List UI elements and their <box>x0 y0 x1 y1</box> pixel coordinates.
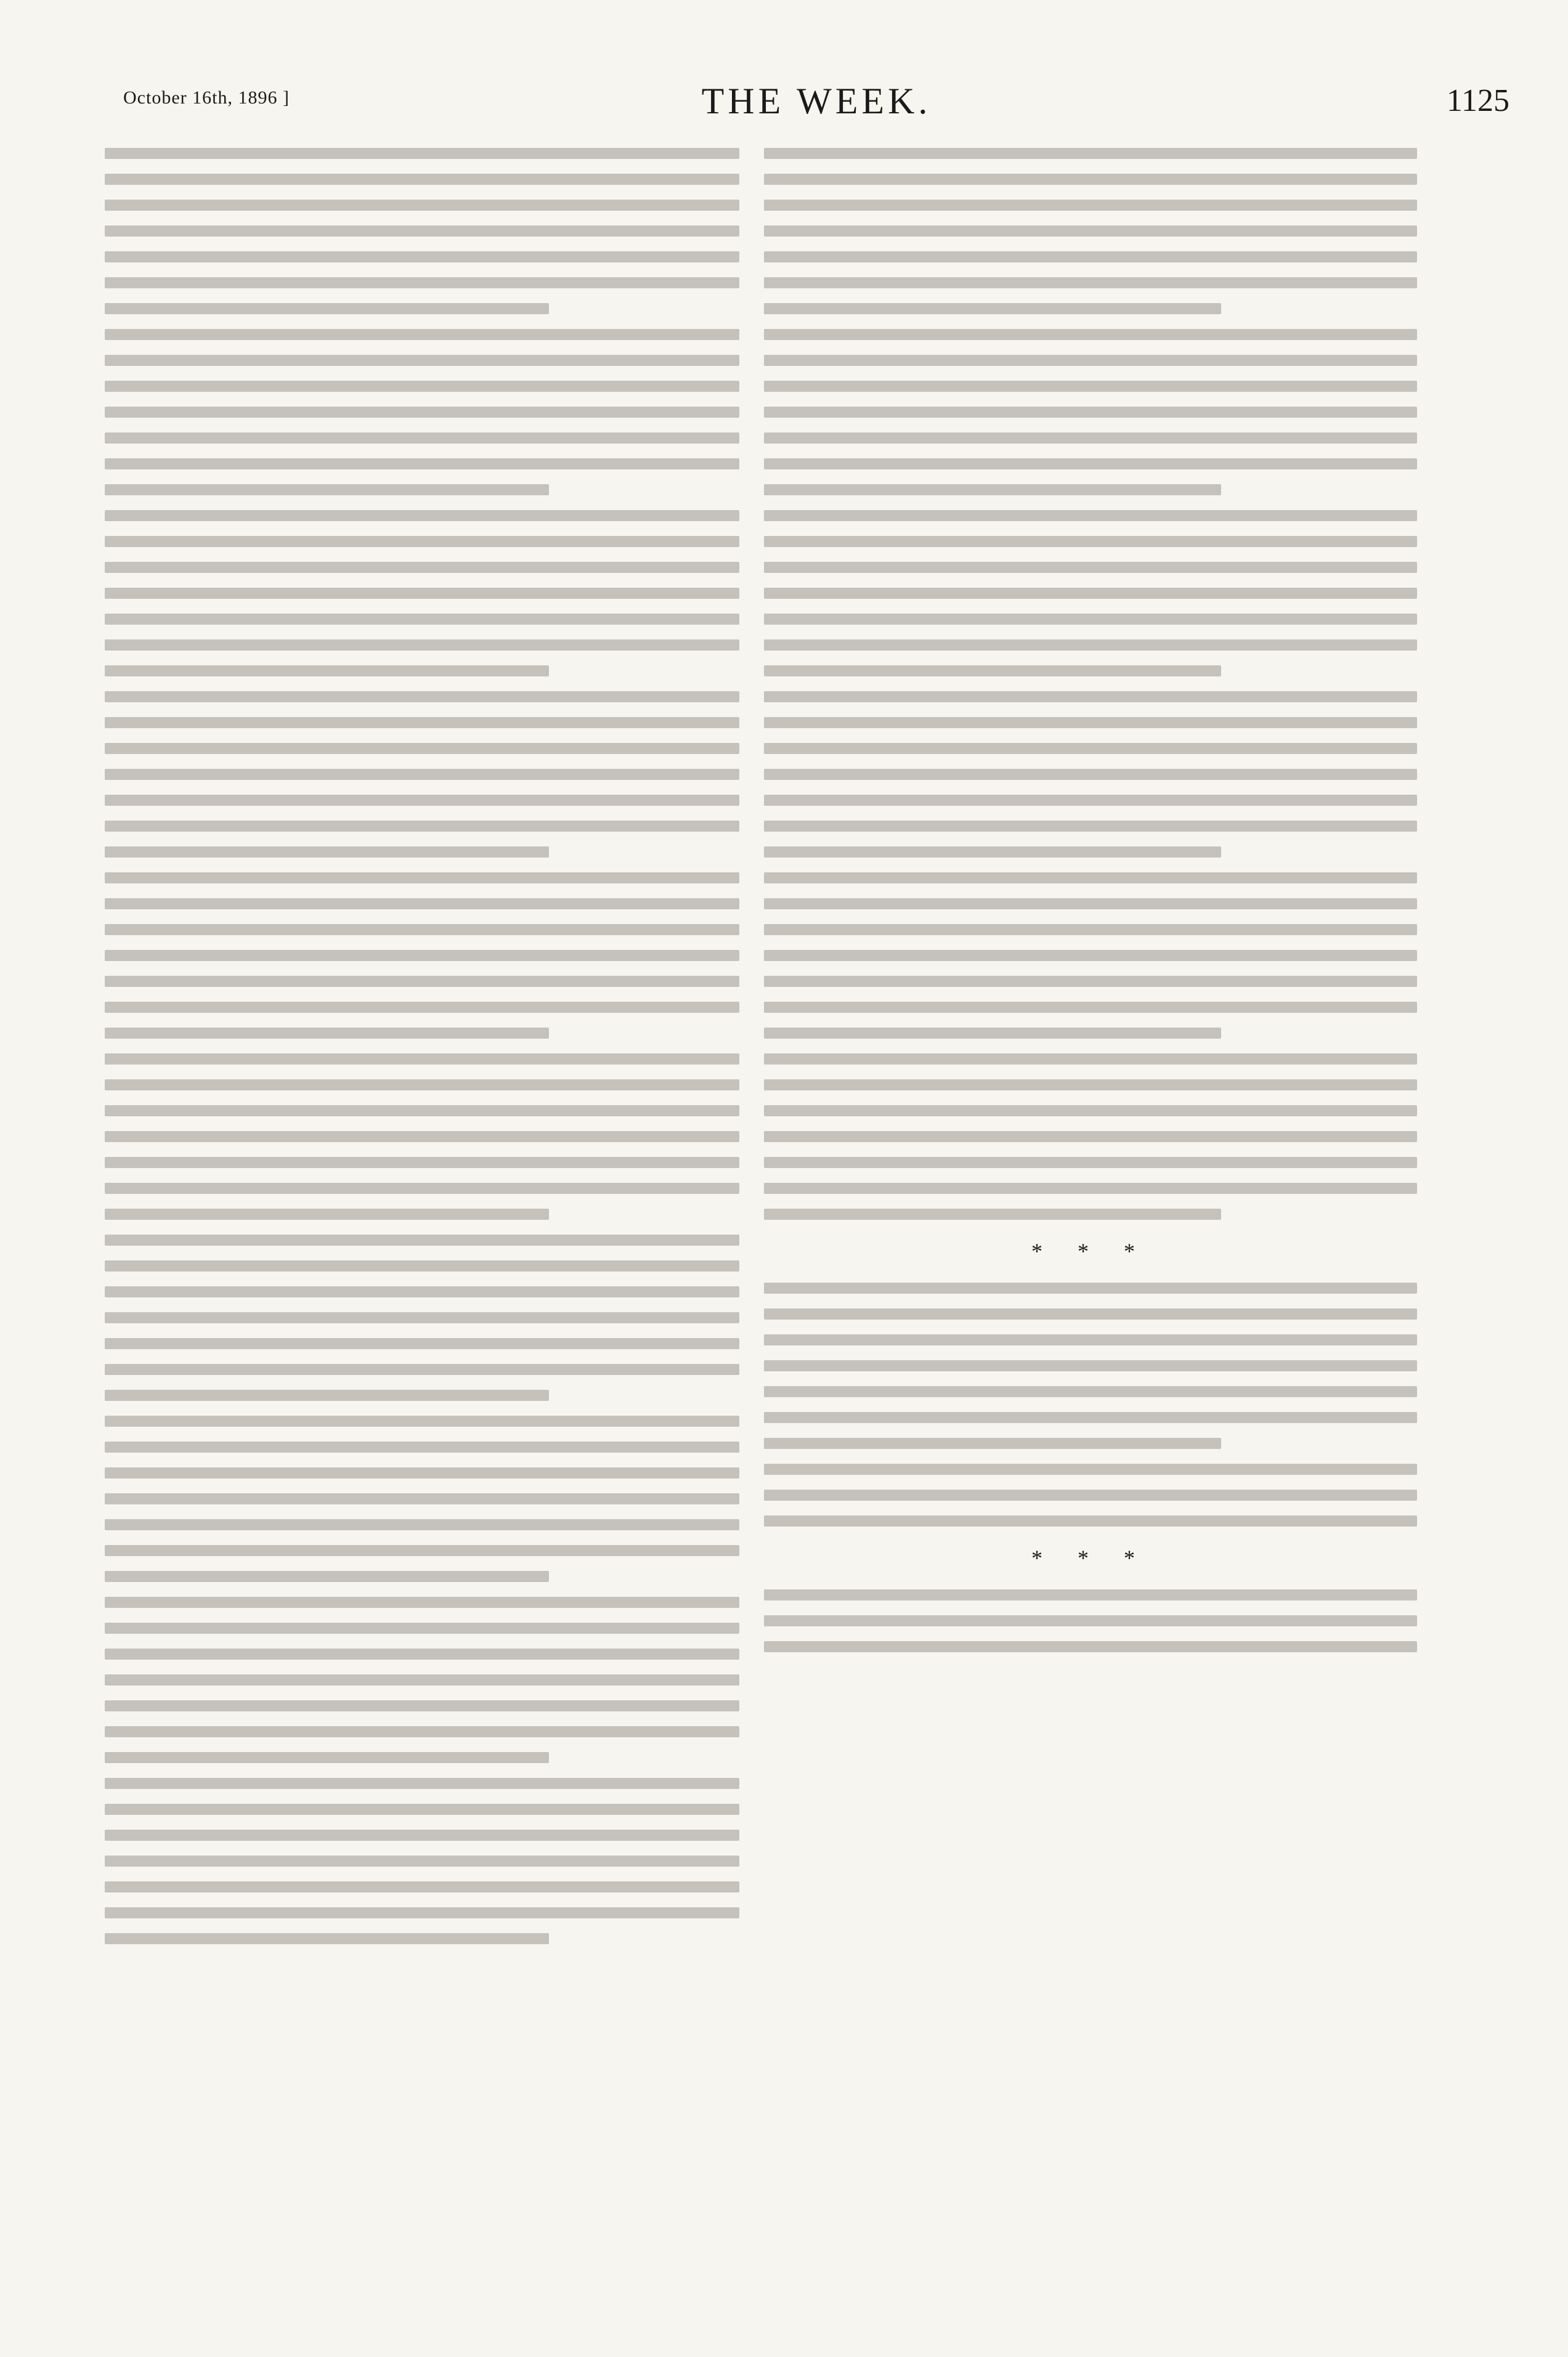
text-line <box>105 355 739 366</box>
text-line <box>105 277 739 288</box>
text-line <box>105 562 739 573</box>
text-line <box>105 924 739 935</box>
text-line <box>764 1028 1221 1039</box>
text-line <box>764 1589 1417 1600</box>
text-line <box>764 225 1417 237</box>
text-line <box>105 484 549 495</box>
text-line <box>105 1804 739 1815</box>
text-line <box>764 407 1417 418</box>
text-line <box>764 1641 1417 1652</box>
text-line <box>105 614 739 625</box>
text-line <box>105 407 739 418</box>
text-line <box>764 872 1417 883</box>
text-line <box>764 251 1417 262</box>
text-line <box>105 821 739 832</box>
text-line <box>105 432 739 444</box>
text-line <box>105 1700 739 1711</box>
text-line <box>105 1467 739 1479</box>
text-line <box>764 898 1417 909</box>
text-line <box>105 717 739 728</box>
text-line <box>105 1933 549 1944</box>
text-line <box>105 200 739 211</box>
text-line <box>105 1623 739 1634</box>
text-line <box>764 432 1417 444</box>
text-line <box>764 1157 1417 1168</box>
text-line <box>105 458 739 469</box>
text-line <box>105 639 739 651</box>
text-line <box>764 1334 1417 1345</box>
text-line <box>105 976 739 987</box>
text-line <box>105 1907 739 1918</box>
text-line <box>105 898 739 909</box>
text-line <box>105 1856 739 1867</box>
text-line <box>764 1438 1221 1449</box>
text-line <box>105 1416 739 1427</box>
text-line <box>764 743 1417 754</box>
text-line <box>764 846 1221 858</box>
section-separator: * * * <box>1031 1546 1150 1570</box>
magazine-title: THE WEEK. <box>701 81 932 121</box>
right-column <box>764 148 1417 2261</box>
text-line <box>764 303 1221 314</box>
right-column-text-lines-bottom <box>764 1589 1417 1652</box>
left-column-text-lines <box>105 148 739 1944</box>
text-line <box>105 1545 739 1556</box>
text-line <box>105 1571 549 1582</box>
text-line <box>764 1002 1417 1013</box>
text-line <box>105 1002 739 1013</box>
text-line <box>105 1157 739 1168</box>
text-line <box>764 510 1417 521</box>
text-line <box>764 562 1417 573</box>
text-line <box>105 846 549 858</box>
text-line <box>764 795 1417 806</box>
text-line <box>105 691 739 702</box>
text-line <box>105 148 739 159</box>
text-line <box>764 614 1417 625</box>
text-line <box>764 1283 1417 1294</box>
text-line <box>764 1490 1417 1501</box>
text-line <box>764 1209 1221 1220</box>
text-line <box>105 1364 739 1375</box>
issue-date: October 16th, 1896 ] <box>123 87 290 108</box>
text-line <box>105 1442 739 1453</box>
text-line <box>105 872 739 883</box>
text-line <box>105 1028 549 1039</box>
text-line <box>105 381 739 392</box>
text-line <box>105 1778 739 1789</box>
text-line <box>105 1881 739 1892</box>
text-line <box>105 769 739 780</box>
page-number: 1125 <box>1446 83 1509 118</box>
text-line <box>105 1390 549 1401</box>
text-line <box>105 251 739 262</box>
text-line <box>105 1053 739 1065</box>
text-line <box>764 1079 1417 1090</box>
text-line <box>105 1079 739 1090</box>
text-line <box>764 1183 1417 1194</box>
text-line <box>764 924 1417 935</box>
text-line <box>105 950 739 961</box>
text-line <box>764 665 1221 676</box>
text-line <box>764 200 1417 211</box>
text-line <box>105 1674 739 1686</box>
text-line <box>105 1286 739 1297</box>
text-line <box>105 303 549 314</box>
text-line <box>764 588 1417 599</box>
text-line <box>105 510 739 521</box>
text-line <box>105 329 739 340</box>
text-line <box>105 1312 739 1323</box>
text-line <box>764 639 1417 651</box>
text-line <box>105 1649 739 1660</box>
text-line <box>764 381 1417 392</box>
text-line <box>764 950 1417 961</box>
text-line <box>105 1338 739 1349</box>
text-line <box>764 355 1417 366</box>
text-line <box>764 691 1417 702</box>
text-line <box>764 1053 1417 1065</box>
section-separator: * * * <box>1031 1239 1150 1264</box>
text-line <box>764 1105 1417 1116</box>
text-line <box>764 1515 1417 1527</box>
text-line <box>105 1830 739 1841</box>
text-line <box>105 1597 739 1608</box>
text-line <box>105 743 739 754</box>
text-line <box>764 1308 1417 1320</box>
text-line <box>105 1235 739 1246</box>
text-line <box>764 976 1417 987</box>
text-line <box>764 277 1417 288</box>
text-line <box>764 821 1417 832</box>
text-line <box>105 1519 739 1530</box>
text-line <box>105 225 739 237</box>
right-column-text-lines-top <box>764 148 1417 1220</box>
text-line <box>105 174 739 185</box>
text-line <box>105 665 549 676</box>
text-line <box>764 148 1417 159</box>
text-line <box>764 329 1417 340</box>
text-line <box>764 1131 1417 1142</box>
text-line <box>764 1386 1417 1397</box>
text-line <box>764 484 1221 495</box>
page-header <box>117 74 1516 136</box>
text-line <box>764 717 1417 728</box>
text-line <box>105 1209 549 1220</box>
text-line <box>105 1726 739 1737</box>
text-line <box>105 588 739 599</box>
text-line <box>764 769 1417 780</box>
text-line <box>105 1260 739 1272</box>
text-line <box>764 458 1417 469</box>
text-line <box>105 1183 739 1194</box>
text-line <box>764 174 1417 185</box>
text-line <box>764 1615 1417 1626</box>
text-line <box>105 1493 739 1504</box>
left-column <box>105 148 739 2261</box>
text-line <box>105 536 739 547</box>
text-line <box>764 1412 1417 1423</box>
text-line <box>105 1131 739 1142</box>
text-line <box>764 536 1417 547</box>
text-line <box>105 1105 739 1116</box>
text-line <box>764 1360 1417 1371</box>
text-line <box>105 795 739 806</box>
text-line <box>105 1752 549 1763</box>
text-line <box>764 1464 1417 1475</box>
right-column-text-lines-middle <box>764 1283 1417 1527</box>
